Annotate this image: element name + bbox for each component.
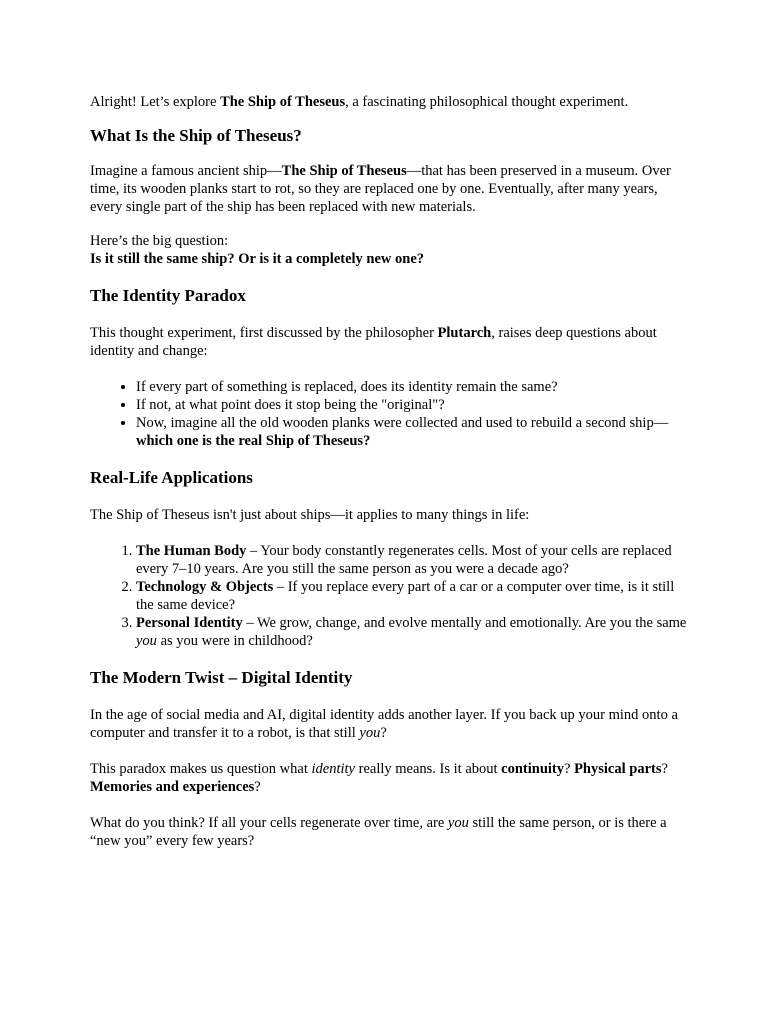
paragraph-digital-age: In the age of social media and AI, digital identity adds another layer. If you back up your mind onto a computer and transfer it to a robot, is that still you? [90,707,678,741]
paragraph-big-question: Here’s the big question: Is it still the same ship? Or is it a completely new one? [90,233,425,267]
list-item: 2. Technology & Objects – If you replace every part of a car or a computer over time, is it still the same device? [136,578,690,614]
list-item: 1. The Human Body – Your body constantly regenerates cells. Most of your cells are replaced every 7–10 years. Are you still the same person as you were a decade ago? [136,542,690,578]
paradox-bullet-list [90,378,690,450]
paragraph-question-identity: This paradox makes us question what identity really means. Is it about continuity? Physical parts? Memories and experiences? [90,761,668,795]
heading-modern-twist: The Modern Twist – Digital Identity [90,668,353,687]
paragraph-what-do-you-think: What do you think? If all your cells regenerate over time, are you still the same person, or is there a “new you” every few years? [90,815,667,849]
paragraph-applies: The Ship of Theseus isn't just about ships—it applies to many things in life: [90,507,530,523]
list-item: • If every part of something is replaced, does its identity remain the same? [136,378,690,396]
heading-identity-paradox: The Identity Paradox [90,286,246,305]
list-item: • Now, imagine all the old wooden planks were collected and used to rebuild a second ship—which one is the real Ship of Theseus? [136,414,690,450]
paragraph-imagine: Imagine a famous ancient ship—The Ship of Theseus—that has been preserved in a museum. Over time, its wooden planks start to rot, so they are replaced one by one. Eventually, after many years, every single part of the ship has been replaced with new materials. [90,163,671,215]
list-item: 3. Personal Identity – We grow, change, and evolve mentally and emotionally. Are you the same you as you were in childhood? [136,614,690,650]
heading-what-is-ship: What Is the Ship of Theseus? [90,126,302,145]
heading-real-life-applications: Real-Life Applications [90,468,253,487]
paragraph-plutarch: This thought experiment, first discussed by the philosopher Plutarch, raises deep questions about identity and change: [90,325,657,359]
applications-numbered-list [90,542,690,650]
list-item: • If not, at what point does it stop being the "original"? [136,396,690,414]
intro-paragraph: Alright! Let’s explore The Ship of Theseus, a fascinating philosophical thought experiment. [90,94,629,110]
document-page [90,93,690,850]
